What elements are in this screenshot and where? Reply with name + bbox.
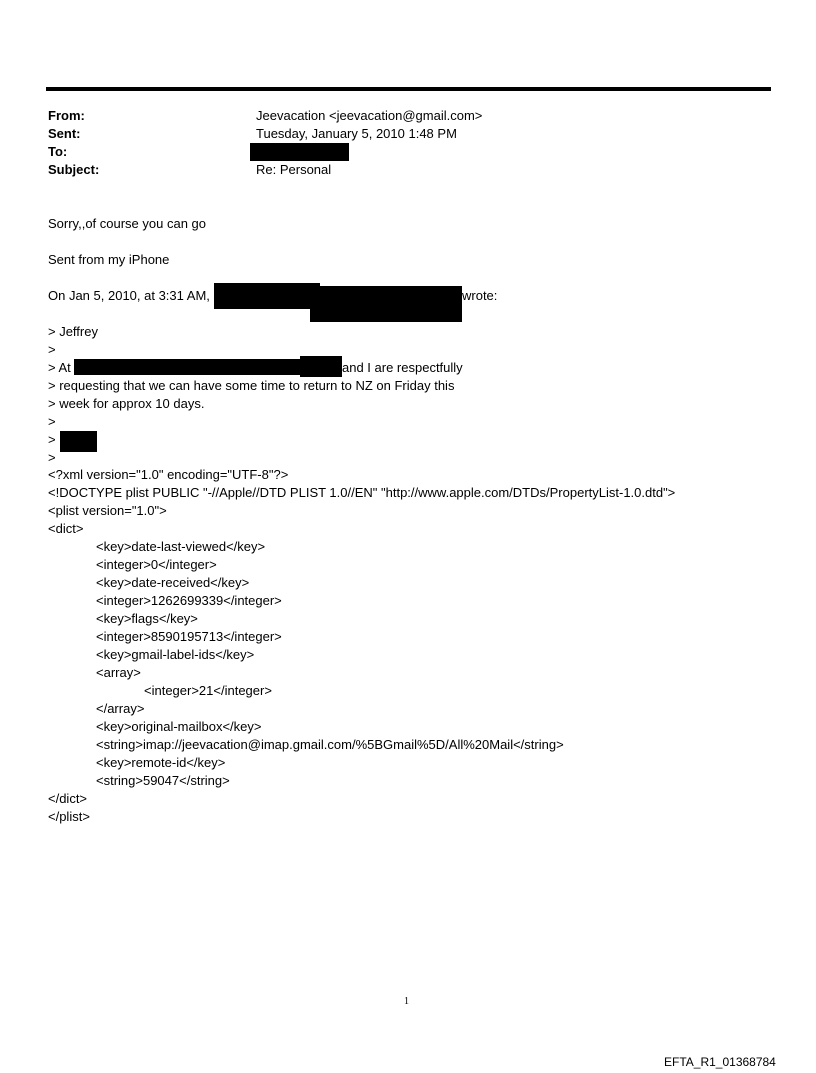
xml-line: <key>original-mailbox</key> bbox=[96, 719, 262, 734]
xml-line: <key>flags</key> bbox=[96, 611, 198, 626]
body-line-signature: Sent from my iPhone bbox=[48, 252, 170, 267]
xml-line: <string>imap://jeevacation@imap.gmail.com/%5BGmail%5D/All%20Mail</string> bbox=[96, 737, 564, 752]
redaction-quote-a bbox=[74, 359, 300, 375]
redaction-signature bbox=[60, 431, 97, 452]
xml-line: <integer>1262699339</integer> bbox=[96, 593, 282, 608]
quote-line: > requesting that we can have some time to return to NZ on Friday this bbox=[48, 378, 455, 393]
xml-line: <integer>21</integer> bbox=[144, 683, 272, 698]
redaction-quote-b bbox=[300, 356, 342, 377]
page-number: 1 bbox=[404, 996, 409, 1007]
quote-line: > bbox=[48, 432, 60, 447]
subject-value: Re: Personal bbox=[256, 162, 332, 177]
xml-line: </dict> bbox=[48, 791, 88, 806]
from-value: Jeevacation <jeevacation@gmail.com> bbox=[256, 108, 483, 123]
quote-line: > Jeffrey bbox=[48, 324, 98, 339]
xml-line: <plist version="1.0"> bbox=[48, 503, 167, 518]
xml-line: <string>59047</string> bbox=[96, 773, 230, 788]
xml-line: <!DOCTYPE plist PUBLIC "-//Apple//DTD PLIST 1.0//EN" "http://www.apple.com/DTDs/PropertyList-1.0.dtd"> bbox=[48, 485, 676, 500]
quote-line: > week for approx 10 days. bbox=[48, 396, 205, 411]
xml-line: <key>gmail-label-ids</key> bbox=[96, 647, 255, 662]
xml-line: <dict> bbox=[48, 521, 84, 536]
redaction-sender-b bbox=[310, 286, 462, 322]
xml-line: <?xml version="1.0" encoding="UTF-8"?> bbox=[48, 467, 289, 482]
xml-line: <key>date-received</key> bbox=[96, 575, 250, 590]
quote-line: > bbox=[48, 450, 56, 465]
xml-line: <integer>0</integer> bbox=[96, 557, 217, 572]
body-line-reply: Sorry,,of course you can go bbox=[48, 216, 207, 231]
xml-line: <integer>8590195713</integer> bbox=[96, 629, 282, 644]
quote-line: > bbox=[48, 414, 56, 429]
xml-line: <key>remote-id</key> bbox=[96, 755, 226, 770]
sent-value: Tuesday, January 5, 2010 1:48 PM bbox=[256, 126, 457, 141]
header-rule bbox=[46, 87, 771, 91]
xml-line: </array> bbox=[96, 701, 145, 716]
redaction-sender-a bbox=[214, 283, 320, 309]
quote-line: > At bbox=[48, 360, 71, 375]
subject-label: Subject: bbox=[48, 162, 100, 177]
sent-label: Sent: bbox=[48, 126, 81, 141]
quote-intro: On Jan 5, 2010, at 3:31 AM, bbox=[48, 288, 210, 303]
quote-intro-wrote: wrote: bbox=[462, 288, 498, 303]
document-id: EFTA_R1_01368784 bbox=[664, 1055, 776, 1069]
xml-line: </plist> bbox=[48, 809, 90, 824]
quote-line-tail: and I are respectfully bbox=[342, 360, 463, 375]
xml-line: <array> bbox=[96, 665, 141, 680]
redaction-to bbox=[250, 143, 349, 161]
xml-line: <key>date-last-viewed</key> bbox=[96, 539, 266, 554]
quote-line: > bbox=[48, 342, 56, 357]
to-label: To: bbox=[48, 144, 68, 159]
from-label: From: bbox=[48, 108, 85, 123]
